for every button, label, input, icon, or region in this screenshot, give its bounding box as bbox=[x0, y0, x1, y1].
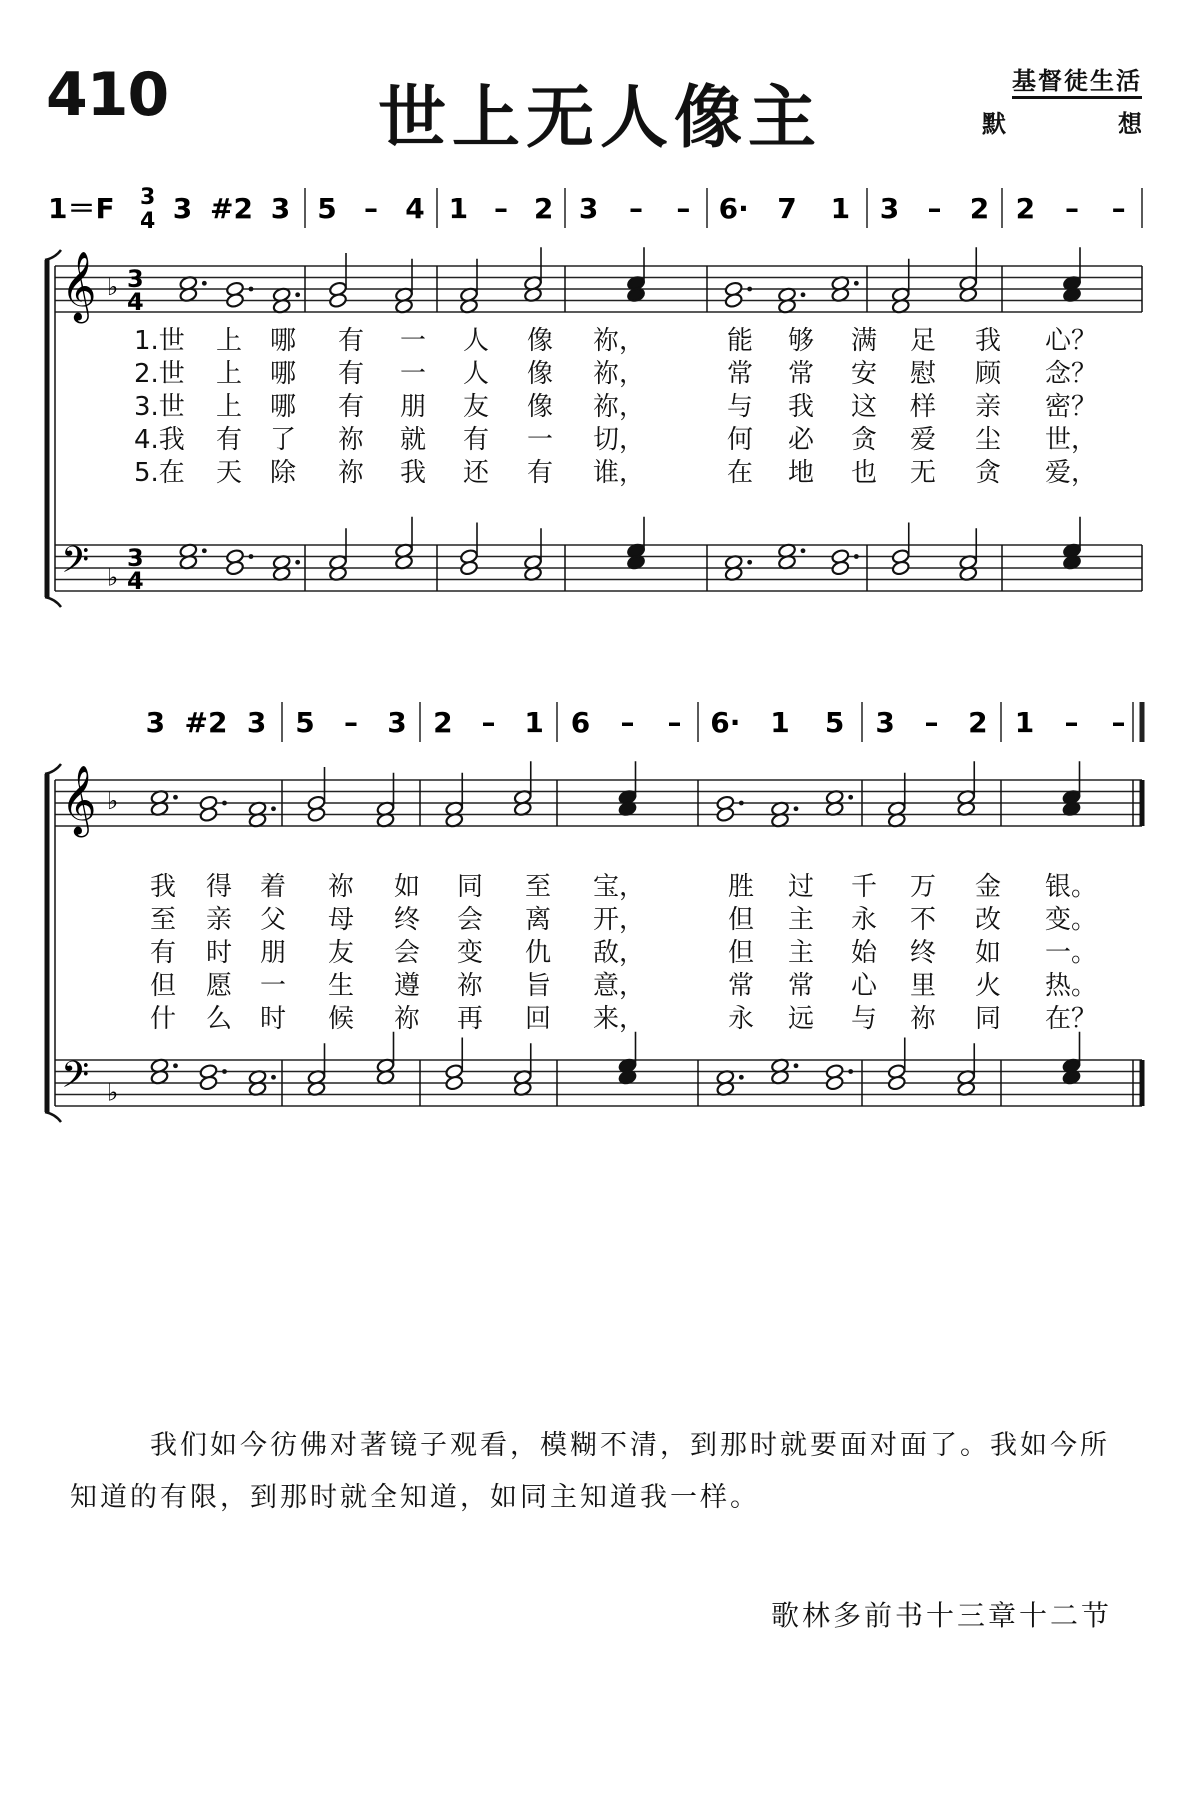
lyric-syllable: 时 bbox=[206, 938, 233, 968]
half-note bbox=[329, 293, 348, 309]
lyric-syllable: 常 bbox=[727, 359, 754, 389]
jianpu-note: 7 bbox=[777, 192, 797, 225]
lyric-syllable: 人 bbox=[463, 359, 490, 389]
flat-icon: ♭ bbox=[107, 273, 119, 301]
time-signature-bottom: 4 bbox=[140, 209, 156, 234]
half-note bbox=[307, 807, 326, 823]
key-signature-label: 1＝F bbox=[48, 192, 115, 225]
lyric-syllable: 不 bbox=[910, 905, 937, 935]
half-note bbox=[460, 560, 479, 576]
half-note bbox=[226, 560, 245, 576]
lyric-syllable: 金 bbox=[975, 872, 1002, 902]
jianpu-note: – bbox=[481, 706, 496, 739]
lyric-syllable: 如 bbox=[394, 872, 421, 902]
flat-icon: ♭ bbox=[107, 787, 119, 815]
scripture-reference: 歌林多前书十三章十二节 bbox=[770, 1599, 1112, 1632]
dot bbox=[848, 795, 853, 800]
jianpu-note: 6· bbox=[710, 706, 741, 739]
jianpu-note: 1 bbox=[770, 706, 790, 739]
lyric-syllable: 来， bbox=[593, 1004, 646, 1034]
lyric-syllable: 永 bbox=[851, 905, 878, 935]
lyric-syllable: 朋 bbox=[400, 392, 427, 422]
lyric-syllable: 贪 bbox=[975, 458, 1002, 488]
lyric-syllable: 同 bbox=[975, 1004, 1002, 1034]
dot bbox=[801, 548, 806, 553]
lyric-syllable: 除 bbox=[270, 458, 297, 488]
half-note bbox=[199, 1075, 218, 1091]
lyric-syllable: 4.我 bbox=[134, 425, 185, 455]
treble-clef: 𝄞 bbox=[61, 765, 97, 835]
lyric-syllable: 祢 bbox=[457, 971, 484, 1001]
lyric-syllable: 离 bbox=[525, 905, 552, 935]
jianpu-note: – bbox=[1064, 706, 1079, 739]
lyric-syllable: 哪 bbox=[270, 326, 297, 356]
lyric-syllable: 切， bbox=[593, 425, 646, 455]
jianpu-note: 2 bbox=[969, 192, 990, 225]
lyric-syllable: 如 bbox=[975, 938, 1002, 968]
hymn-category: 基督徒生活 bbox=[1012, 66, 1142, 99]
dot bbox=[173, 795, 178, 800]
dot bbox=[848, 1069, 853, 1074]
lyric-syllable: 朋 bbox=[260, 938, 287, 968]
lyric-syllable: 宝， bbox=[593, 872, 646, 902]
lyric-syllable: 有 bbox=[338, 326, 365, 356]
lyric-syllable: 我 bbox=[975, 326, 1002, 356]
lyric-syllable: 能 bbox=[727, 326, 754, 356]
lyric-syllable: 像 bbox=[527, 359, 554, 389]
half-note bbox=[716, 807, 735, 823]
dot bbox=[249, 287, 254, 292]
hymn-title: 世上无人像主 bbox=[377, 79, 822, 158]
lyric-syllable: 终 bbox=[394, 905, 421, 935]
dot bbox=[202, 548, 207, 553]
lyric-syllable: 就 bbox=[400, 425, 427, 455]
lyric-syllable: 有 bbox=[463, 425, 490, 455]
jianpu-note: 1 bbox=[524, 706, 544, 739]
lyric-syllable: 世， bbox=[1045, 425, 1098, 455]
lyric-syllable: 友 bbox=[463, 392, 490, 422]
lyric-syllable: 哪 bbox=[270, 392, 297, 422]
dot bbox=[271, 1075, 276, 1080]
lyric-syllable: 时 bbox=[260, 1004, 287, 1034]
jianpu-note: 2 bbox=[433, 706, 453, 739]
jianpu-note: #2 bbox=[210, 192, 253, 225]
lyric-syllable: 哪 bbox=[270, 359, 297, 389]
time-signature-top: 3 bbox=[140, 185, 156, 210]
jianpu-note: 1 bbox=[448, 192, 469, 225]
lyric-syllable: 同 bbox=[457, 872, 484, 902]
lyric-syllable: 永 bbox=[728, 1004, 755, 1034]
lyric-syllable: 祢， bbox=[593, 326, 646, 356]
half-note bbox=[831, 560, 850, 576]
lyric-syllable: 有 bbox=[338, 392, 365, 422]
lyric-syllable: 我 bbox=[400, 458, 427, 488]
dot bbox=[747, 287, 752, 292]
lyric-syllable: 心 bbox=[851, 971, 878, 1001]
lyric-syllable: 慰 bbox=[910, 359, 937, 389]
lyric-syllable: 足 bbox=[910, 326, 937, 356]
lyric-syllable: 5.在 bbox=[134, 458, 185, 488]
half-note bbox=[226, 293, 245, 309]
half-note bbox=[724, 293, 743, 309]
lyric-syllable: 热。 bbox=[1045, 971, 1098, 1001]
lyric-syllable: 生 bbox=[328, 971, 355, 1001]
jianpu-note: – bbox=[667, 706, 682, 739]
lyric-syllable: 心？ bbox=[1045, 326, 1098, 356]
jianpu-note: 3 bbox=[879, 192, 900, 225]
lyric-syllable: 改 bbox=[975, 905, 1002, 935]
dot bbox=[739, 801, 744, 806]
scripture-verse: 我们如今彷佛对著镜子观看，模糊不清，到那时就要面对面了。我如今所知道的有限，到那时就全知道，如同主知道我一样。 bbox=[70, 1430, 1110, 1513]
lyric-syllable: 远 bbox=[788, 1004, 815, 1034]
lyric-syllable: 祢， bbox=[593, 359, 646, 389]
jianpu-note: 3 bbox=[387, 706, 407, 739]
lyric-syllable: 有 bbox=[216, 425, 243, 455]
lyric-syllable: 地 bbox=[788, 458, 815, 488]
lyric-syllable: 亲 bbox=[975, 392, 1002, 422]
lyric-syllable: 贪 bbox=[851, 425, 878, 455]
dot bbox=[271, 806, 276, 811]
lyric-syllable: 愿 bbox=[206, 971, 233, 1001]
lyric-syllable: 一 bbox=[527, 425, 554, 455]
jianpu-note: – bbox=[494, 192, 508, 225]
lyric-syllable: 念？ bbox=[1045, 359, 1098, 389]
jianpu-note: 5 bbox=[317, 192, 337, 225]
lyric-syllable: 也 bbox=[851, 458, 878, 488]
lyric-syllable: 上 bbox=[216, 392, 243, 422]
lyric-syllable: 有 bbox=[150, 938, 177, 968]
lyric-syllable: 了 bbox=[270, 425, 297, 455]
lyric-syllable: 我 bbox=[788, 392, 815, 422]
dot bbox=[739, 1075, 744, 1080]
lyric-syllable: 1.世 bbox=[134, 326, 185, 356]
dot bbox=[202, 281, 207, 286]
jianpu-note: 3 bbox=[145, 706, 166, 739]
lyric-syllable: 亲 bbox=[206, 905, 233, 935]
lyric-syllable: 仇 bbox=[525, 938, 552, 968]
lyric-syllable: 密？ bbox=[1045, 392, 1098, 422]
lyric-syllable: 千 bbox=[851, 872, 878, 902]
half-note bbox=[445, 1075, 464, 1091]
lyric-syllable: 胜 bbox=[728, 872, 755, 902]
jianpu-note: – bbox=[364, 192, 378, 225]
lyric-syllable: 常 bbox=[728, 971, 755, 1001]
time-signature-bottom: 4 bbox=[127, 288, 144, 316]
half-note bbox=[199, 807, 218, 823]
jianpu-note: – bbox=[620, 706, 635, 739]
lyric-syllable: 天 bbox=[216, 458, 243, 488]
lyric-syllable: 爱， bbox=[1045, 458, 1098, 488]
lyric-syllable: 过 bbox=[788, 872, 815, 902]
lyric-syllable: 这 bbox=[851, 392, 878, 422]
lyric-syllable: 但 bbox=[728, 905, 755, 935]
lyric-syllable: 遵 bbox=[394, 971, 421, 1001]
lyric-syllable: 还 bbox=[463, 458, 490, 488]
lyric-syllable: 谁， bbox=[593, 458, 646, 488]
jianpu-note: 4 bbox=[405, 192, 425, 225]
lyric-syllable: 祢 bbox=[328, 872, 355, 902]
lyric-syllable: 何 bbox=[727, 425, 754, 455]
jianpu-note: 5 bbox=[824, 706, 845, 739]
lyric-syllable: 会 bbox=[394, 938, 421, 968]
lyric-syllable: 2.世 bbox=[134, 359, 185, 389]
bass-clef: 𝄢 bbox=[61, 539, 90, 590]
lyric-syllable: 父 bbox=[260, 905, 287, 935]
jianpu-note: 1 bbox=[830, 192, 851, 225]
lyric-syllable: 祢 bbox=[338, 425, 365, 455]
jianpu-note: 3 bbox=[270, 192, 291, 225]
lyric-syllable: 着 bbox=[260, 872, 287, 902]
lyric-syllable: 里 bbox=[910, 971, 937, 1001]
lyric-syllable: 友 bbox=[328, 938, 355, 968]
lyric-syllable: 主 bbox=[788, 905, 815, 935]
lyric-syllable: 但 bbox=[728, 938, 755, 968]
dot bbox=[854, 281, 859, 286]
lyric-syllable: 一 bbox=[260, 971, 287, 1001]
jianpu-note: – bbox=[1065, 192, 1079, 225]
lyric-syllable: 样 bbox=[910, 392, 937, 422]
jianpu-note: 2 bbox=[968, 706, 988, 739]
jianpu-note: 6 bbox=[570, 706, 591, 739]
lyric-syllable: 开， bbox=[593, 905, 646, 935]
lyric-syllable: 上 bbox=[216, 359, 243, 389]
lyric-syllable: 再 bbox=[457, 1004, 484, 1034]
jianpu-note: – bbox=[344, 706, 358, 739]
time-signature-top: 3 bbox=[127, 265, 144, 293]
lyric-syllable: 银。 bbox=[1045, 872, 1098, 902]
lyric-syllable: 常 bbox=[788, 971, 815, 1001]
dot bbox=[249, 554, 254, 559]
lyric-syllable: 与 bbox=[727, 392, 754, 422]
lyric-syllable: 无 bbox=[910, 458, 937, 488]
time-signature-top: 3 bbox=[127, 544, 144, 572]
lyric-syllable: 终 bbox=[910, 938, 937, 968]
lyric-syllable: 主 bbox=[788, 938, 815, 968]
dot bbox=[222, 1069, 227, 1074]
dot bbox=[747, 560, 752, 565]
jianpu-note: 3 bbox=[172, 192, 193, 225]
half-note bbox=[887, 1075, 906, 1091]
brace-hook bbox=[45, 597, 61, 607]
lyric-syllable: 在 bbox=[727, 458, 754, 488]
dot bbox=[222, 801, 227, 806]
lyric-syllable: 上 bbox=[216, 326, 243, 356]
lyric-syllable: 火 bbox=[975, 971, 1002, 1001]
lyric-syllable: 够 bbox=[788, 326, 815, 356]
brace-hook bbox=[45, 250, 61, 260]
lyric-syllable: 像 bbox=[527, 392, 554, 422]
lyric-syllable: 在？ bbox=[1045, 1004, 1098, 1034]
jianpu-note: 1 bbox=[1014, 706, 1035, 739]
jianpu-note: 6· bbox=[718, 192, 749, 225]
bass-staff bbox=[55, 545, 1142, 591]
bass-clef: 𝄢 bbox=[61, 1054, 90, 1105]
jianpu-note: 3 bbox=[875, 706, 895, 739]
lyric-syllable: 有 bbox=[338, 359, 365, 389]
lyric-syllable: 满 bbox=[851, 326, 878, 356]
subcategory-char: 想 bbox=[1118, 110, 1142, 138]
jianpu-note: 3 bbox=[578, 192, 599, 225]
brace-hook bbox=[45, 764, 61, 774]
jianpu-note: 5 bbox=[295, 706, 315, 739]
lyric-syllable: 一。 bbox=[1045, 938, 1098, 968]
lyric-syllable: 回 bbox=[525, 1004, 552, 1034]
dot bbox=[801, 292, 806, 297]
lyric-syllable: 一 bbox=[400, 326, 427, 356]
lyric-syllable: 但 bbox=[150, 971, 177, 1001]
lyric-syllable: 什 bbox=[150, 1004, 177, 1034]
lyric-syllable: 么 bbox=[206, 1004, 233, 1034]
lyric-syllable: 变 bbox=[457, 938, 484, 968]
jianpu-note: – bbox=[629, 192, 643, 225]
lyric-syllable: 常 bbox=[788, 359, 815, 389]
lyric-syllable: 会 bbox=[457, 905, 484, 935]
lyric-syllable: 安 bbox=[851, 359, 878, 389]
lyric-syllable: 人 bbox=[463, 326, 490, 356]
lyric-syllable: 尘 bbox=[975, 425, 1002, 455]
dot bbox=[173, 1063, 178, 1068]
lyric-syllable: 有 bbox=[527, 458, 554, 488]
lyric-syllable: 祢 bbox=[394, 1004, 421, 1034]
hymn-number: 410 bbox=[46, 60, 169, 130]
lyric-syllable: 母 bbox=[328, 905, 355, 935]
lyric-syllable: 意， bbox=[593, 971, 646, 1001]
treble-staff bbox=[55, 780, 1142, 826]
lyric-syllable: 祢 bbox=[910, 1004, 937, 1034]
lyric-syllable: 万 bbox=[910, 872, 937, 902]
half-note bbox=[891, 560, 910, 576]
flat-icon: ♭ bbox=[107, 1078, 119, 1107]
lyric-syllable: 变。 bbox=[1045, 905, 1098, 935]
lyric-syllable: 旨 bbox=[525, 971, 552, 1001]
lyric-syllable: 一 bbox=[400, 359, 427, 389]
dot bbox=[794, 1063, 799, 1068]
lyric-syllable: 3.世 bbox=[134, 392, 185, 422]
lyric-syllable: 始 bbox=[851, 938, 878, 968]
jianpu-note: 2 bbox=[533, 192, 554, 225]
lyric-syllable: 顾 bbox=[975, 359, 1002, 389]
dot bbox=[295, 292, 300, 297]
lyric-syllable: 像 bbox=[527, 326, 554, 356]
lyric-syllable: 必 bbox=[788, 425, 815, 455]
jianpu-note: – bbox=[924, 706, 939, 739]
subcategory-char: 默 bbox=[982, 110, 1006, 138]
lyric-syllable: 爱 bbox=[910, 425, 937, 455]
lyric-syllable: 至 bbox=[150, 905, 177, 935]
jianpu-note: #2 bbox=[184, 706, 228, 739]
lyric-syllable: 至 bbox=[525, 872, 552, 902]
treble-staff bbox=[55, 266, 1142, 312]
brace-hook bbox=[45, 1112, 61, 1122]
bass-staff bbox=[55, 1060, 1142, 1106]
flat-icon: ♭ bbox=[107, 563, 119, 592]
jianpu-note: 2 bbox=[1015, 192, 1036, 225]
lyric-syllable: 敌， bbox=[593, 938, 646, 968]
jianpu-note: – bbox=[676, 192, 691, 225]
jianpu-note: – bbox=[1111, 706, 1126, 739]
dot bbox=[854, 554, 859, 559]
dot bbox=[295, 560, 300, 565]
lyric-syllable: 祢， bbox=[593, 392, 646, 422]
lyric-syllable: 与 bbox=[851, 1004, 878, 1034]
time-signature-bottom: 4 bbox=[127, 567, 144, 595]
half-note bbox=[825, 1075, 844, 1091]
jianpu-note: 3 bbox=[246, 706, 267, 739]
lyric-syllable: 我 bbox=[150, 872, 177, 902]
dot bbox=[794, 806, 799, 811]
lyric-syllable: 得 bbox=[206, 872, 233, 902]
jianpu-note: – bbox=[927, 192, 942, 225]
lyric-syllable: 祢 bbox=[338, 458, 365, 488]
treble-clef: 𝄞 bbox=[61, 251, 97, 321]
jianpu-note: – bbox=[1111, 192, 1126, 225]
lyric-syllable: 候 bbox=[328, 1004, 355, 1034]
